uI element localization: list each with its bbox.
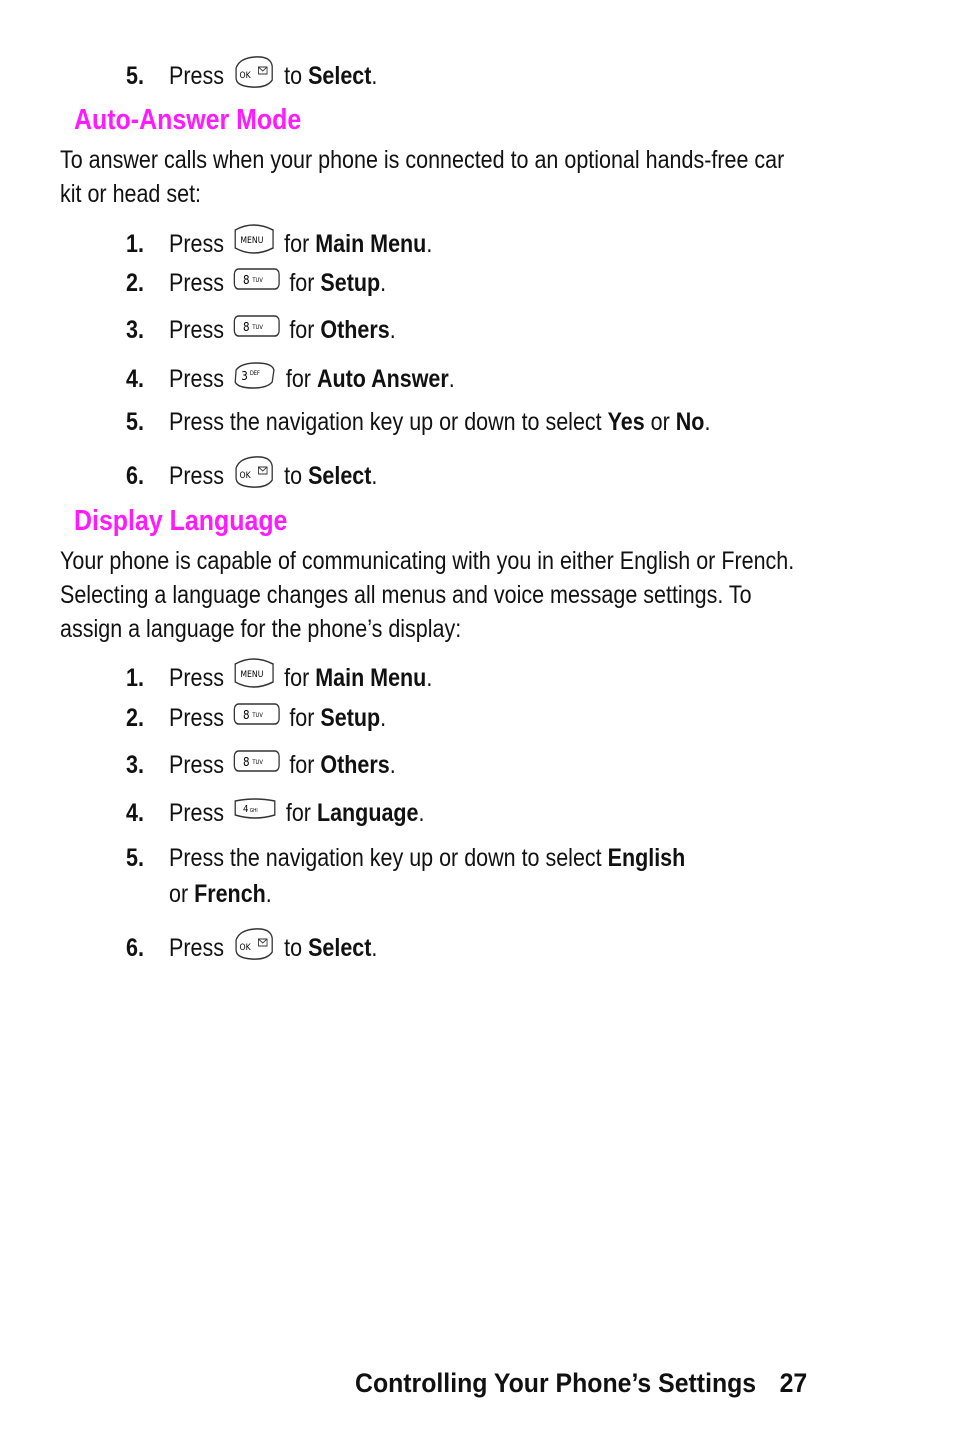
aa-step-3: 3. Press 8 TUV for Others .: [126, 313, 396, 346]
svg-text:MENU: MENU: [240, 234, 264, 246]
svg-text:TUV: TUV: [252, 277, 263, 285]
page-number: 27: [779, 1368, 808, 1398]
svg-text:3: 3: [241, 369, 248, 384]
auto-answer-intro: To answer calls when your phone is connected to an optional hands-free car kit or head set:: [60, 146, 785, 208]
eight-key-icon: [233, 266, 281, 299]
aa-step-6: 6. Press OK to Select .: [126, 454, 377, 497]
svg-text:GHI: GHI: [249, 808, 258, 815]
step-select-top: 5. Press OK to Select .: [126, 54, 377, 97]
dl-step-1: 1. Press MENU for Main Menu .: [126, 656, 432, 699]
step-number: 5.: [126, 61, 144, 90]
display-language-intro: Your phone is capable of communicating with you in either English or French. Selecting a language changes all menus and voice message settings. To assign a language for the phone’s display:: [60, 547, 795, 643]
ok-key-icon: [233, 926, 276, 969]
svg-text:8: 8: [242, 755, 250, 770]
svg-text:MENU: MENU: [240, 668, 264, 680]
dl-step-4: 4. Press 4 GHI for Language .: [126, 795, 424, 830]
eight-key-icon: [233, 313, 281, 346]
aa-step-5: 5. Press the navigation key up or down to select Yes or No .: [126, 408, 711, 436]
svg-text:8: 8: [242, 708, 250, 723]
dl-step-3: 3. Press 8 TUV for Others .: [126, 748, 396, 781]
three-key-icon: [233, 360, 278, 397]
menu-key-icon: [233, 222, 276, 265]
svg-text:8: 8: [242, 320, 250, 335]
page-footer: [355, 1368, 807, 1399]
menu-key-icon: [233, 656, 276, 699]
svg-text:TUV: TUV: [252, 759, 263, 767]
dl-step-5-cont: or French.: [169, 880, 272, 908]
aa-step-4: 4. Press 3 DEF for Auto Answer .: [126, 360, 455, 397]
svg-text:OK: OK: [239, 469, 251, 481]
svg-text:TUV: TUV: [252, 712, 263, 720]
svg-text:OK: OK: [239, 69, 251, 81]
eight-key-icon: [233, 748, 281, 781]
eight-key-icon: [233, 701, 281, 734]
heading-display-language: Display Language: [74, 505, 288, 537]
svg-text:TUV: TUV: [252, 324, 263, 332]
ok-key-icon: [233, 454, 276, 497]
svg-text:OK: OK: [239, 941, 251, 953]
svg-text:DEF: DEF: [249, 370, 260, 378]
aa-step-1: 1. Press MENU for Main Menu .: [126, 222, 432, 265]
aa-step-2: 2. Press 8 TUV for Setup .: [126, 266, 386, 299]
footer-title: Controlling Your Phone’s Settings: [355, 1368, 757, 1398]
dl-step-6: 6. Press OK to Select .: [126, 926, 377, 969]
dl-step-5: 5. Press the navigation key up or down to select English: [126, 844, 686, 872]
ok-key-icon: [233, 54, 276, 97]
dl-step-2: 2. Press 8 TUV for Setup .: [126, 701, 386, 734]
svg-text:4: 4: [242, 803, 249, 816]
four-key-icon: [233, 795, 278, 830]
heading-auto-answer: Auto-Answer Mode: [74, 104, 302, 136]
svg-text:8: 8: [242, 273, 250, 288]
